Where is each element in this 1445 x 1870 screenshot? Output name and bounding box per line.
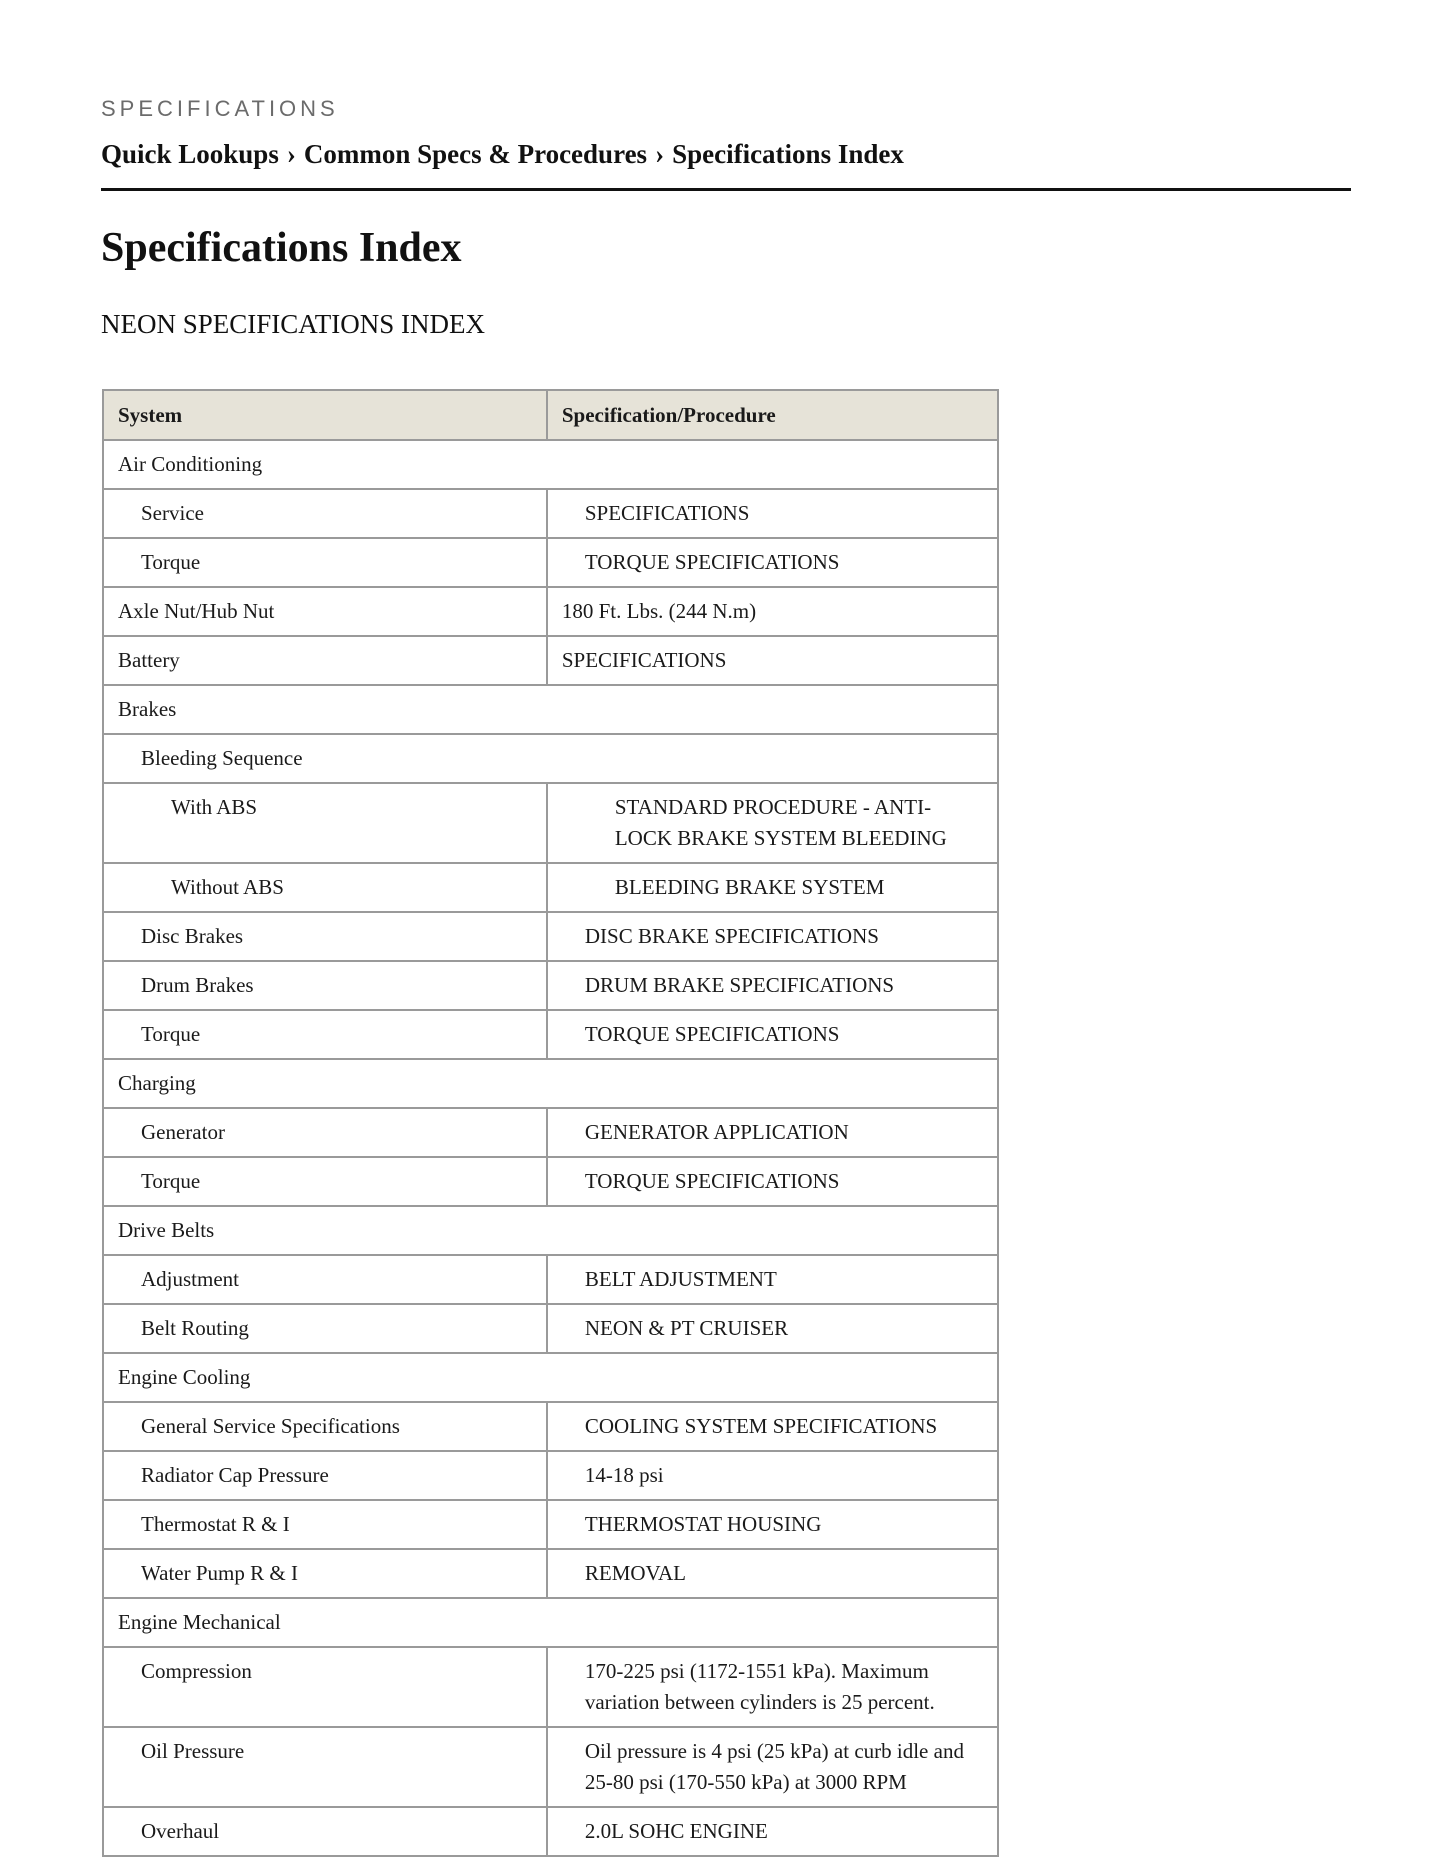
system-cell: Drive Belts bbox=[103, 1206, 998, 1255]
system-cell: Engine Mechanical bbox=[103, 1598, 998, 1647]
system-cell: Disc Brakes bbox=[103, 912, 547, 961]
table-row bbox=[103, 489, 998, 538]
specification-link[interactable]: REMOVAL bbox=[547, 1549, 998, 1598]
system-cell: Battery bbox=[103, 636, 547, 685]
system-cell: Oil Pressure bbox=[103, 1727, 547, 1807]
column-header-system: System bbox=[103, 390, 547, 440]
table-row bbox=[103, 1727, 998, 1807]
specification-link[interactable]: SPECIFICATIONS bbox=[547, 489, 998, 538]
system-cell: Charging bbox=[103, 1059, 998, 1108]
specification-link[interactable]: TORQUE SPECIFICATIONS bbox=[547, 1010, 998, 1059]
table-row bbox=[103, 863, 998, 912]
specification-link[interactable]: SPECIFICATIONS bbox=[547, 636, 998, 685]
table-row bbox=[103, 1304, 998, 1353]
table-row bbox=[103, 587, 998, 636]
table-row bbox=[103, 538, 998, 587]
page-subtitle: NEON SPECIFICATIONS INDEX bbox=[101, 309, 486, 339]
table-row bbox=[103, 783, 998, 863]
breadcrumb-item-common-specs[interactable]: Common Specs & Procedures bbox=[303, 139, 648, 169]
system-cell: Torque bbox=[103, 1157, 547, 1206]
table-section-row bbox=[103, 1059, 998, 1108]
table-section-row bbox=[103, 734, 998, 783]
table-row bbox=[103, 961, 998, 1010]
specification-link[interactable]: 170-225 psi (1172-1551 kPa). Maximum variation between cylinders is 25 percent. bbox=[547, 1647, 998, 1727]
system-cell: Overhaul bbox=[103, 1807, 547, 1856]
specification-link[interactable]: 2.0L SOHC ENGINE bbox=[547, 1807, 998, 1856]
system-cell: Axle Nut/Hub Nut bbox=[103, 587, 547, 636]
table-row bbox=[103, 1402, 998, 1451]
table-row bbox=[103, 1108, 998, 1157]
table-section-row bbox=[103, 1206, 998, 1255]
system-cell: Engine Cooling bbox=[103, 1353, 998, 1402]
specification-link[interactable]: 14-18 psi bbox=[547, 1451, 998, 1500]
system-cell: Water Pump R & I bbox=[103, 1549, 547, 1598]
specification-link[interactable]: DRUM BRAKE SPECIFICATIONS bbox=[547, 961, 998, 1010]
table-row bbox=[103, 912, 998, 961]
system-cell: Generator bbox=[103, 1108, 547, 1157]
table-row bbox=[103, 636, 998, 685]
system-cell: Drum Brakes bbox=[103, 961, 547, 1010]
specification-link[interactable]: TORQUE SPECIFICATIONS bbox=[547, 538, 998, 587]
system-cell: Torque bbox=[103, 538, 547, 587]
specification-link[interactable]: DISC BRAKE SPECIFICATIONS bbox=[547, 912, 998, 961]
table-section-row bbox=[103, 1353, 998, 1402]
table-row bbox=[103, 1549, 998, 1598]
table-section-row bbox=[103, 440, 998, 489]
breadcrumb bbox=[101, 139, 904, 170]
system-cell: Air Conditioning bbox=[103, 440, 998, 489]
page-title: Specifications Index bbox=[101, 225, 462, 271]
system-cell: Without ABS bbox=[103, 863, 547, 912]
table-section-row bbox=[103, 1598, 998, 1647]
specification-link[interactable]: Oil pressure is 4 psi (25 kPa) at curb idle and 25-80 psi (170-550 kPa) at 3000 RPM bbox=[547, 1727, 998, 1807]
table-row bbox=[103, 1157, 998, 1206]
table-section-row bbox=[103, 685, 998, 734]
breadcrumb-separator: › bbox=[655, 139, 665, 169]
table-row bbox=[103, 1647, 998, 1727]
specifications-table bbox=[102, 389, 999, 1857]
table-row bbox=[103, 1010, 998, 1059]
system-cell: Belt Routing bbox=[103, 1304, 547, 1353]
system-cell: Compression bbox=[103, 1647, 547, 1727]
specification-link[interactable]: GENERATOR APPLICATION bbox=[547, 1108, 998, 1157]
breadcrumb-separator: › bbox=[286, 139, 296, 169]
specification-link[interactable]: THERMOSTAT HOUSING bbox=[547, 1500, 998, 1549]
system-cell: Adjustment bbox=[103, 1255, 547, 1304]
system-cell: Radiator Cap Pressure bbox=[103, 1451, 547, 1500]
specification-link[interactable]: COOLING SYSTEM SPECIFICATIONS bbox=[547, 1402, 998, 1451]
table-header-row bbox=[103, 390, 998, 440]
system-cell: With ABS bbox=[103, 783, 547, 863]
system-cell: Torque bbox=[103, 1010, 547, 1059]
system-cell: Bleeding Sequence bbox=[103, 734, 998, 783]
specification-link[interactable]: TORQUE SPECIFICATIONS bbox=[547, 1157, 998, 1206]
header-divider bbox=[101, 188, 1351, 191]
table-row bbox=[103, 1807, 998, 1856]
system-cell: Brakes bbox=[103, 685, 998, 734]
breadcrumb-item-quick-lookups[interactable]: Quick Lookups bbox=[101, 139, 279, 169]
table-body bbox=[103, 440, 998, 1856]
system-cell: Service bbox=[103, 489, 547, 538]
specification-link[interactable]: BELT ADJUSTMENT bbox=[547, 1255, 998, 1304]
section-eyebrow: SPECIFICATIONS bbox=[101, 96, 339, 121]
specification-link[interactable]: 180 Ft. Lbs. (244 N.m) bbox=[547, 587, 998, 636]
specification-link[interactable]: STANDARD PROCEDURE - ANTI-LOCK BRAKE SYSTEM BLEEDING bbox=[547, 783, 998, 863]
column-header-specification: Specification/Procedure bbox=[547, 390, 998, 440]
breadcrumb-item-current: Specifications Index bbox=[672, 139, 904, 169]
specification-link[interactable]: BLEEDING BRAKE SYSTEM bbox=[547, 863, 998, 912]
specification-link[interactable]: NEON & PT CRUISER bbox=[547, 1304, 998, 1353]
system-cell: General Service Specifications bbox=[103, 1402, 547, 1451]
table-row bbox=[103, 1451, 998, 1500]
table-row bbox=[103, 1255, 998, 1304]
table-row bbox=[103, 1500, 998, 1549]
system-cell: Thermostat R & I bbox=[103, 1500, 547, 1549]
